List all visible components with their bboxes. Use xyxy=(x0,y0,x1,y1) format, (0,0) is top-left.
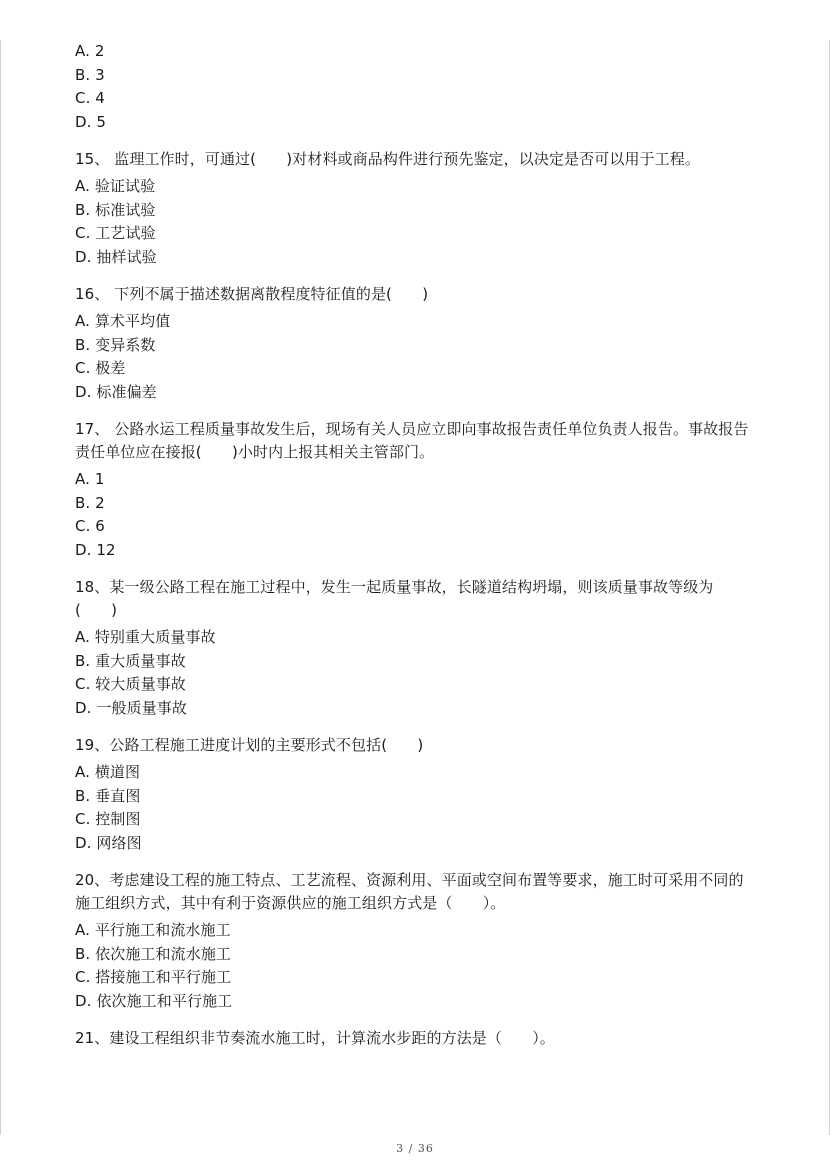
option-b: B. 标准试验 xyxy=(75,200,156,219)
option-d: D. 网络图 xyxy=(75,833,142,852)
option-list xyxy=(75,468,755,562)
option-d: D. 标准偏差 xyxy=(75,382,157,401)
option-b: B. 变异系数 xyxy=(75,335,156,354)
question-19 xyxy=(75,734,755,855)
option-b: B. 垂直图 xyxy=(75,786,141,805)
option-b: B. 重大质量事故 xyxy=(75,651,186,670)
option-c: C. 工艺试验 xyxy=(75,224,156,242)
question-text: 15、 监理工作时，可通过( )对材料或商品构件进行预先鉴定，以决定是否可以用于工程。 xyxy=(75,150,700,168)
option-c: C. 极差 xyxy=(75,359,126,377)
option-list xyxy=(75,919,755,1013)
question-text: 16、 下列不属于描述数据离散程度特征值的是( ) xyxy=(75,285,429,303)
question-text: 19、公路工程施工进度计划的主要形式不包括( ) xyxy=(75,736,424,754)
option-b: B. 依次施工和流水施工 xyxy=(75,944,232,963)
previous-question-options xyxy=(75,40,755,134)
option-list xyxy=(75,310,755,404)
option-c: C. 6 xyxy=(75,517,105,535)
option-d: D. 一般质量事故 xyxy=(75,698,187,717)
option-c: C. 较大质量事故 xyxy=(75,675,186,693)
page-left-border xyxy=(0,40,1,1135)
question-text: 20、考虑建设工程的施工特点、工艺流程、资源利用、平面或空间布置等要求，施工时可采用不同的施工组织方式，其中有利于资源供应的施工组织方式是（ ）。 xyxy=(75,871,744,912)
option-d: D. 5 xyxy=(75,112,107,131)
option-d: D. 依次施工和平行施工 xyxy=(75,991,233,1010)
option-a: A. 验证试验 xyxy=(75,177,156,195)
option-list xyxy=(75,761,755,855)
page-content xyxy=(75,40,755,1054)
option-d: D. 12 xyxy=(75,540,116,559)
question-text: 17、 公路水运工程质量事故发生后，现场有关人员应立即向事故报告责任单位负责人报告。事故报告责任单位应在接报( )小时内上报其相关主管部门。 xyxy=(75,420,749,461)
question-15 xyxy=(75,148,755,269)
option-b: B. 3 xyxy=(75,65,105,84)
option-a: A. 特别重大质量事故 xyxy=(75,628,216,646)
option-c: C. 控制图 xyxy=(75,810,141,828)
question-21 xyxy=(75,1027,755,1050)
option-b: B. 2 xyxy=(75,493,105,512)
option-d: D. 抽样试验 xyxy=(75,247,157,266)
option-a: A. 横道图 xyxy=(75,763,141,781)
question-text: 21、建设工程组织非节奏流水施工时，计算流水步距的方法是（ ）。 xyxy=(75,1029,555,1047)
option-a: A. 2 xyxy=(75,42,105,60)
question-18 xyxy=(75,576,755,720)
question-text: 18、某一级公路工程在施工过程中，发生一起质量事故，长隧道结构坍塌，则该质量事故等级为( ) xyxy=(75,578,714,619)
option-a: A. 平行施工和流水施工 xyxy=(75,921,231,939)
question-17 xyxy=(75,418,755,562)
option-a: A. 1 xyxy=(75,470,105,488)
question-20 xyxy=(75,869,755,1013)
question-16 xyxy=(75,283,755,404)
option-c: C. 搭接施工和平行施工 xyxy=(75,968,232,986)
option-a: A. 算术平均值 xyxy=(75,312,171,330)
option-list xyxy=(75,175,755,269)
option-list xyxy=(75,626,755,720)
page-number: 3 / 36 xyxy=(396,1142,434,1155)
option-c: C. 4 xyxy=(75,89,105,107)
